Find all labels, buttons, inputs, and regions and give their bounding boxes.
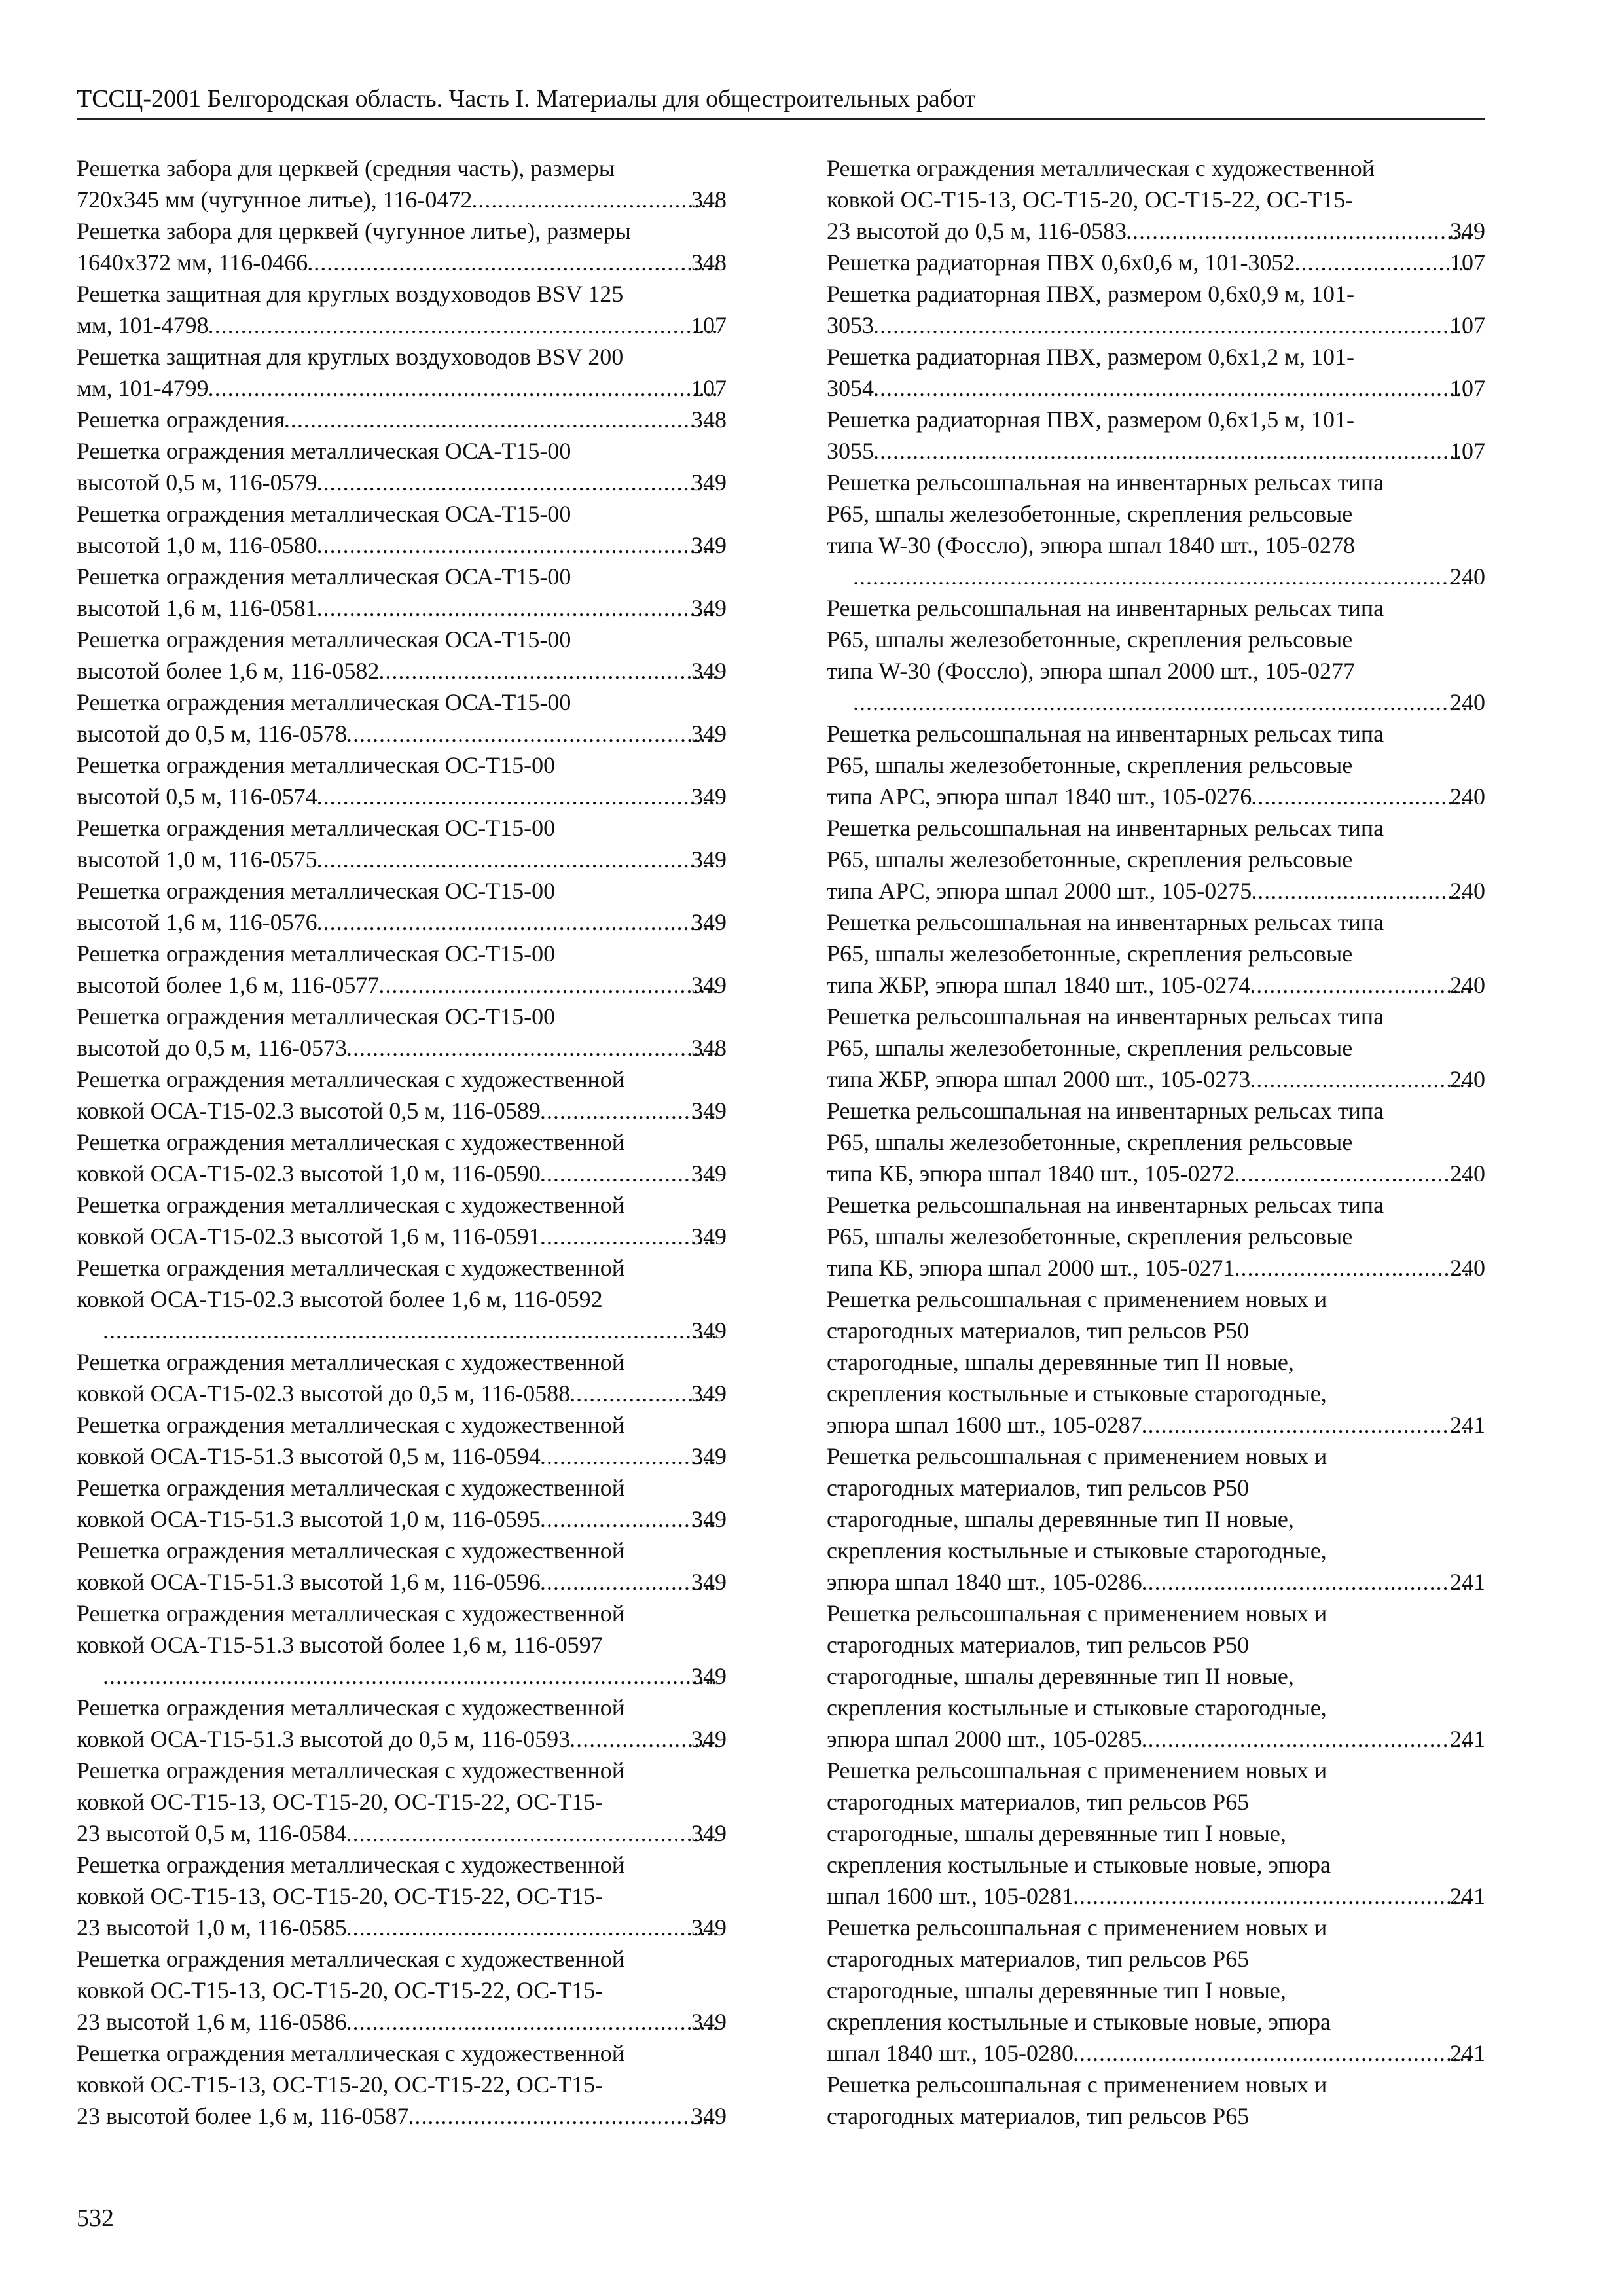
dot-leader	[1142, 1723, 1470, 1755]
index-entry-text: высотой 0,5 м, 116-0579	[77, 469, 317, 495]
index-entry-text: 720х345 мм (чугунное литье), 116-0472	[77, 187, 473, 213]
index-page-ref: 349	[691, 1820, 727, 1846]
index-entry-text: Решетка ограждения металлическая ОСА-Т15-00	[77, 564, 571, 590]
dot-leader	[1127, 215, 1470, 247]
index-entry-text: типа АРС, эпюра шпал 1840 шт., 105-0276	[827, 783, 1252, 810]
index-entry-text: Решетка ограждения металлическая ОСА-Т15-00	[77, 689, 571, 715]
index-page-ref: 107	[1450, 438, 1485, 464]
index-entry	[827, 906, 1485, 1001]
index-page-ref: 349	[691, 1663, 727, 1689]
dot-leader	[1250, 969, 1470, 1001]
index-entry-text: высотой 1,0 м, 116-0580	[77, 532, 317, 558]
index-page-ref: 349	[691, 1223, 727, 1249]
index-entry-text: Решетка радиаторная ПВХ 0,6х0,6 м, 101-3052	[827, 249, 1295, 276]
dot-leader	[1235, 1158, 1471, 1189]
index-entry-text: Решетка защитная для круглых воздуховодов BSV 200	[77, 344, 624, 370]
index-entry-text: высотой до 0,5 м, 116-0578	[77, 721, 347, 747]
index-entry-text: Решетка рельсошпальная с применением новых и	[827, 1914, 1327, 1941]
index-page-ref: 349	[691, 1318, 727, 1344]
index-entry	[77, 278, 727, 341]
index-entry-text: типа КБ, эпюра шпал 2000 шт., 105-0271	[827, 1255, 1235, 1281]
index-entry-text: мм, 101-4799	[77, 375, 209, 401]
index-page-ref: 107	[1450, 312, 1485, 338]
index-entry-text: Решетка рельсошпальная на инвентарных рельсах типа	[827, 1098, 1384, 1124]
dot-leader	[379, 655, 718, 687]
index-entry-text: Р65, шпалы железобетонные, скрепления рельсовые	[827, 501, 1353, 527]
index-entry	[827, 404, 1485, 467]
dot-leader	[103, 1315, 718, 1346]
dot-leader	[1295, 247, 1470, 278]
index-entry	[827, 718, 1485, 812]
index-page-ref: 348	[691, 249, 727, 276]
index-entry	[827, 1001, 1485, 1095]
index-entry-text: ковкой ОС-Т15-13, ОС-Т15-20, ОС-Т15-22, ОС-Т15-	[77, 2072, 604, 2098]
index-entry-text: типа W-30 (Фоссло), эпюра шпал 1840 шт., 105-0278	[827, 532, 1356, 558]
index-entry-text: ковкой ОСА-Т15-51.3 высотой до 0,5 м, 116-0593	[77, 1726, 571, 1752]
index-entry	[77, 624, 727, 687]
index-entry-text: Решетка забора для церквей (средняя часть), размеры	[77, 155, 615, 181]
index-entry-text: эпюра шпал 1840 шт., 105-0286	[827, 1569, 1142, 1595]
index-entry	[77, 1535, 727, 1598]
index-entry-text: высотой 1,6 м, 116-0576	[77, 909, 317, 935]
index-entry-text: шпал 1840 шт., 105-0280	[827, 2040, 1074, 2066]
index-entry	[77, 1849, 727, 1943]
index-entry-text: Решетка радиаторная ПВХ, размером 0,6х0,9 м, 101-	[827, 281, 1354, 307]
index-entry-text: 23 высотой 0,5 м, 116-0584	[77, 1820, 347, 1846]
index-entry	[77, 812, 727, 875]
dot-leader	[317, 844, 718, 875]
index-entry	[827, 467, 1485, 592]
index-entry	[77, 1692, 727, 1755]
dot-leader	[874, 435, 1470, 467]
index-entry-text: типа АРС, эпюра шпал 2000 шт., 105-0275	[827, 878, 1252, 904]
index-entry-text: Решетка ограждения металлическая с художественной	[77, 1066, 625, 1092]
index-page-ref: 240	[1450, 1255, 1485, 1281]
index-entry-text: Р65, шпалы железобетонные, скрепления рельсовые	[827, 626, 1353, 653]
dot-leader	[1074, 2037, 1470, 2069]
dot-leader	[1235, 1252, 1471, 1283]
index-entry-text: типа ЖБР, эпюра шпал 2000 шт., 105-0273	[827, 1066, 1251, 1092]
dot-leader	[347, 1912, 718, 1943]
index-entry-text: Решетка радиаторная ПВХ, размером 0,6х1,2 м, 101-	[827, 344, 1354, 370]
index-entry-text: Решетка рельсошпальная на инвентарных рельсах типа	[827, 909, 1384, 935]
running-header: ТССЦ-2001 Белгородская область. Часть I. Материалы для общестроительных работ	[77, 85, 976, 113]
index-entry-text: Решетка ограждения металлическая с художественной	[77, 1475, 625, 1501]
index-entry	[77, 1943, 727, 2037]
index-entry	[77, 1064, 727, 1126]
index-page-ref: 240	[1450, 1160, 1485, 1187]
dot-leader	[1252, 875, 1470, 906]
index-entry	[77, 1189, 727, 1252]
index-page-ref: 240	[1450, 878, 1485, 904]
index-entry	[77, 561, 727, 624]
index-entry-text: Решетка рельсошпальная с применением новых и	[827, 1286, 1327, 1312]
index-entry-text: шпал 1600 шт., 105-0281	[827, 1883, 1074, 1909]
index-entry	[827, 1283, 1485, 1441]
index-entry	[827, 1912, 1485, 2069]
index-entry-text: типа ЖБР, эпюра шпал 1840 шт., 105-0274	[827, 972, 1251, 998]
index-page-ref: 349	[691, 1380, 727, 1407]
dot-leader	[308, 247, 718, 278]
index-page-ref: 349	[691, 721, 727, 747]
index-page-ref: 349	[691, 532, 727, 558]
index-page-ref: 349	[691, 1726, 727, 1752]
index-page-ref: 349	[691, 1569, 727, 1595]
dot-leader	[874, 372, 1470, 404]
index-entry-text: 23 высотой 1,0 м, 116-0585	[77, 1914, 347, 1941]
index-entry-text: Решетка ограждения металлическая с художественной	[77, 1695, 625, 1721]
index-entry-text: высотой более 1,6 м, 116-0577	[77, 972, 380, 998]
index-entry-text: Решетка защитная для круглых воздуховодов BSV 125	[77, 281, 624, 307]
index-entry-text: ковкой ОС-Т15-13, ОС-Т15-20, ОС-Т15-22, ОС-Т15-	[77, 1789, 604, 1815]
index-entry-text: ковкой ОСА-Т15-51.3 высотой 0,5 м, 116-0594	[77, 1443, 541, 1469]
index-entry-text: высотой более 1,6 м, 116-0582	[77, 658, 380, 684]
index-page-ref: 348	[691, 187, 727, 213]
index-entry-text: Р65, шпалы железобетонные, скрепления рельсовые	[827, 941, 1353, 967]
index-entry-text: старогодных материалов, тип рельсов Р50	[827, 1318, 1250, 1344]
index-entry	[77, 404, 727, 435]
index-entry-text: Решетка ограждения металлическая ОС-Т15-00	[77, 1003, 556, 1030]
index-entry-text: 3054	[827, 375, 874, 401]
index-entry	[77, 341, 727, 404]
dot-leader	[209, 372, 718, 404]
index-page-ref: 107	[1450, 249, 1485, 276]
index-entry-text: Решетка ограждения металлическая с художественной	[77, 1192, 625, 1218]
dot-leader	[103, 1660, 718, 1692]
index-page-ref: 349	[691, 783, 727, 810]
index-entry	[77, 749, 727, 812]
index-page-ref: 349	[691, 658, 727, 684]
index-entry-text: ковкой ОСА-Т15-02.3 высотой до 0,5 м, 116-0588	[77, 1380, 571, 1407]
index-entry-text: мм, 101-4798	[77, 312, 209, 338]
index-page-ref: 349	[1450, 218, 1485, 244]
index-entry-text: Решетка забора для церквей (чугунное литье), размеры	[77, 218, 631, 244]
index-entry-text: 23 высотой до 0,5 м, 116-0583	[827, 218, 1127, 244]
dot-leader	[1250, 1064, 1470, 1095]
index-entry	[827, 1598, 1485, 1755]
index-entry-text: высотой 1,0 м, 116-0575	[77, 846, 317, 872]
index-entry	[77, 1252, 727, 1346]
index-entry-text: эпюра шпал 1600 шт., 105-0287	[827, 1412, 1142, 1438]
index-entry-text: старогодные, шпалы деревянные тип II новые,	[827, 1349, 1294, 1375]
index-entry-text: Решетка ограждения металлическая с художественной	[77, 1946, 625, 1972]
index-entry	[827, 1441, 1485, 1598]
index-page-ref: 349	[691, 1098, 727, 1124]
index-entry-text: Решетка рельсошпальная с применением новых и	[827, 1600, 1327, 1626]
index-entry-text: старогодных материалов, тип рельсов Р50	[827, 1475, 1250, 1501]
index-column-right	[827, 152, 1485, 2132]
index-entry	[77, 2037, 727, 2132]
index-entry-text: высотой 1,6 м, 116-0581	[77, 595, 317, 621]
index-page-ref: 349	[691, 1506, 727, 1532]
dot-leader	[1252, 781, 1470, 812]
index-entry-text: старогодных материалов, тип рельсов Р65	[827, 1789, 1250, 1815]
index-entry-text: 23 высотой 1,6 м, 116-0586	[77, 2009, 347, 2035]
index-entry-text: Решетка ограждения металлическая ОСА-Т15-00	[77, 501, 571, 527]
index-page-ref: 349	[691, 1443, 727, 1469]
index-entry-text: Решетка ограждения металлическая с художественной	[77, 1412, 625, 1438]
index-page-ref: 241	[1450, 1883, 1485, 1909]
index-entry-text: Решетка ограждения металлическая ОСА-Т15-00	[77, 626, 571, 653]
index-entry	[77, 1409, 727, 1472]
index-page-ref: 349	[691, 2009, 727, 2035]
index-entry	[827, 2069, 1485, 2132]
index-entry-text: ковкой ОСА-Т15-02.3 высотой 1,6 м, 116-0591	[77, 1223, 541, 1249]
index-entry-text: Р65, шпалы железобетонные, скрепления рельсовые	[827, 846, 1353, 872]
index-entry-text: Решетка рельсошпальная на инвентарных рельсах типа	[827, 1192, 1384, 1218]
index-entry-text: старогодных материалов, тип рельсов Р50	[827, 1632, 1250, 1658]
index-entry-text: Решетка рельсошпальная на инвентарных рельсах типа	[827, 815, 1384, 841]
index-entry	[827, 1755, 1485, 1912]
index-page-ref: 349	[691, 846, 727, 872]
index-entry-text: старогодные, шпалы деревянные тип II новые,	[827, 1663, 1294, 1689]
dot-leader	[285, 404, 718, 435]
dot-leader	[347, 2006, 718, 2037]
dot-leader	[347, 1818, 718, 1849]
dot-leader	[317, 529, 718, 561]
index-page-ref: 107	[691, 312, 727, 338]
index-entry-text: 1640х372 мм, 116-0466	[77, 249, 308, 276]
index-entry-text: Р65, шпалы железобетонные, скрепления рельсовые	[827, 1129, 1353, 1155]
index-page-ref: 348	[691, 406, 727, 433]
index-entry-text: ковкой ОСА-Т15-51.3 высотой более 1,6 м, 116-0597	[77, 1632, 603, 1658]
index-column-left	[77, 152, 727, 2132]
dot-leader	[317, 781, 718, 812]
dot-leader	[472, 184, 718, 215]
index-page-ref: 349	[691, 1914, 727, 1941]
index-entry-text: ковкой ОС-Т15-13, ОС-Т15-20, ОС-Т15-22, ОС-Т15-	[77, 1977, 604, 2003]
index-entry	[827, 152, 1485, 247]
index-entry-text: Решетка ограждения	[77, 406, 285, 433]
dot-leader	[379, 969, 718, 1001]
index-entry-text: Р65, шпалы железобетонные, скрепления рельсовые	[827, 1035, 1353, 1061]
index-entry	[827, 1095, 1485, 1189]
index-page-ref: 348	[691, 1035, 727, 1061]
dot-leader	[854, 687, 1470, 718]
index-entry	[827, 247, 1485, 278]
index-page-ref: 349	[691, 595, 727, 621]
index-page-ref: 241	[1450, 1726, 1485, 1752]
index-entry	[77, 875, 727, 938]
index-page-ref: 240	[1450, 689, 1485, 715]
index-page-ref: 107	[1450, 375, 1485, 401]
index-entry	[77, 1001, 727, 1064]
index-entry-text: скрепления костыльные и стыковые новые, эпюра	[827, 1852, 1331, 1878]
index-entry	[77, 1472, 727, 1535]
index-entry-text: эпюра шпал 2000 шт., 105-0285	[827, 1726, 1142, 1752]
index-entry-text: скрепления костыльные и стыковые новые, эпюра	[827, 2009, 1331, 2035]
index-page-ref: 240	[1450, 972, 1485, 998]
index-entry-text: Решетка рельсошпальная на инвентарных рельсах типа	[827, 1003, 1384, 1030]
index-entry-text: Решетка рельсошпальная на инвентарных рельсах типа	[827, 595, 1384, 621]
index-entry-text: старогодные, шпалы деревянные тип I новые,	[827, 1977, 1286, 2003]
index-entry	[77, 1598, 727, 1692]
index-entry-text: 3053	[827, 312, 874, 338]
index-entry-text: Решетка ограждения металлическая с художественной	[77, 1852, 625, 1878]
dot-leader	[408, 2100, 718, 2132]
index-entry	[77, 498, 727, 561]
index-entry-text: Р65, шпалы железобетонные, скрепления рельсовые	[827, 752, 1353, 778]
index-page-ref: 349	[691, 2103, 727, 2129]
index-page-ref: 349	[691, 1160, 727, 1187]
index-entry-text: ковкой ОСА-Т15-02.3 высотой 1,0 м, 116-0590	[77, 1160, 541, 1187]
index-entry-text: 3055	[827, 438, 874, 464]
dot-leader	[347, 718, 718, 749]
index-entry	[827, 278, 1485, 341]
index-page-ref: 241	[1450, 1569, 1485, 1595]
index-entry-text: ковкой ОС-Т15-13, ОС-Т15-20, ОС-Т15-22, ОС-Т15-	[827, 187, 1354, 213]
index-entry-text: Решетка рельсошпальная с применением новых и	[827, 2072, 1327, 2098]
index-entry-text: высотой до 0,5 м, 116-0573	[77, 1035, 347, 1061]
index-page-ref: 240	[1450, 783, 1485, 810]
index-page-ref: 349	[691, 909, 727, 935]
dot-leader	[1142, 1566, 1470, 1598]
header-rule	[77, 118, 1485, 120]
index-entry-text: Решетка ограждения металлическая с художественной	[77, 1129, 625, 1155]
index-page-ref: 240	[1450, 564, 1485, 590]
index-entry-text: скрепления костыльные и стыковые старогодные,	[827, 1380, 1327, 1407]
index-entry-text: Решетка ограждения металлическая с художественной	[77, 1255, 625, 1281]
index-entry	[77, 938, 727, 1001]
index-entry	[827, 341, 1485, 404]
index-entry-text: Решетка ограждения металлическая с художественной	[77, 1537, 625, 1564]
index-entry	[827, 812, 1485, 906]
index-entry-text: Решетка радиаторная ПВХ, размером 0,6х1,5 м, 101-	[827, 406, 1354, 433]
index-entry-text: ковкой ОСА-Т15-02.3 высотой 0,5 м, 116-0589	[77, 1098, 541, 1124]
index-entry-text: Решетка ограждения металлическая с художественной	[77, 1349, 625, 1375]
index-entry-text: 23 высотой более 1,6 м, 116-0587	[77, 2103, 409, 2129]
index-entry-text: Решетка ограждения металлическая с художественной	[827, 155, 1375, 181]
dot-leader	[317, 592, 718, 624]
index-entry-text: Решетка ограждения металлическая ОС-Т15-00	[77, 815, 556, 841]
index-entry-text: ковкой ОСА-Т15-51.3 высотой 1,6 м, 116-0596	[77, 1569, 541, 1595]
index-entry	[77, 1126, 727, 1189]
dot-leader	[854, 561, 1470, 592]
index-entry	[77, 215, 727, 278]
index-page-ref: 240	[1450, 1066, 1485, 1092]
dot-leader	[1142, 1409, 1470, 1441]
index-entry-text: ковкой ОСА-Т15-02.3 высотой более 1,6 м, 116-0592	[77, 1286, 603, 1312]
index-entry-text: Решетка ограждения металлическая ОСА-Т15-00	[77, 438, 571, 464]
index-entry-text: ковкой ОС-Т15-13, ОС-Т15-20, ОС-Т15-22, ОС-Т15-	[77, 1883, 604, 1909]
index-entry	[77, 152, 727, 215]
dot-leader	[317, 467, 718, 498]
index-entry	[827, 1189, 1485, 1283]
index-page-ref: 349	[691, 972, 727, 998]
index-page-ref: 241	[1450, 1412, 1485, 1438]
dot-leader	[874, 310, 1470, 341]
index-entry-text: Р65, шпалы железобетонные, скрепления рельсовые	[827, 1223, 1353, 1249]
dot-leader	[1074, 1880, 1470, 1912]
index-page-ref: 349	[691, 469, 727, 495]
index-entry-text: Решетка ограждения металлическая с художественной	[77, 1757, 625, 1784]
index-entry-text: ковкой ОСА-Т15-51.3 высотой 1,0 м, 116-0595	[77, 1506, 541, 1532]
index-entry	[77, 1346, 727, 1409]
page-number: 532	[77, 2204, 114, 2232]
dot-leader	[317, 906, 718, 938]
index-entry-text: Решетка рельсошпальная с применением новых и	[827, 1443, 1327, 1469]
index-entry-text: Решетка рельсошпальная на инвентарных рельсах типа	[827, 469, 1384, 495]
index-entry-text: Решетка рельсошпальная с применением новых и	[827, 1757, 1327, 1784]
index-entry-text: типа W-30 (Фоссло), эпюра шпал 2000 шт., 105-0277	[827, 658, 1356, 684]
index-entry-text: типа КБ, эпюра шпал 1840 шт., 105-0272	[827, 1160, 1235, 1187]
index-entry	[77, 687, 727, 749]
index-entry-text: Решетка ограждения металлическая ОС-Т15-00	[77, 941, 556, 967]
index-entry-text: Решетка ограждения металлическая с художественной	[77, 2040, 625, 2066]
index-entry-text: Решетка рельсошпальная на инвентарных рельсах типа	[827, 721, 1384, 747]
index-entry	[77, 435, 727, 498]
index-entry-text: старогодных материалов, тип рельсов Р65	[827, 1946, 1250, 1972]
index-entry-text: скрепления костыльные и стыковые старогодные,	[827, 1537, 1327, 1564]
dot-leader	[209, 310, 718, 341]
index-entry-text: Решетка ограждения металлическая с художественной	[77, 1600, 625, 1626]
index-page-ref: 241	[1450, 2040, 1485, 2066]
index-entry-text: высотой 0,5 м, 116-0574	[77, 783, 317, 810]
index-page-ref: 107	[691, 375, 727, 401]
index-entry-text: Решетка ограждения металлическая ОС-Т15-00	[77, 752, 556, 778]
dot-leader	[347, 1032, 718, 1064]
index-entry-text: старогодные, шпалы деревянные тип II новые,	[827, 1506, 1294, 1532]
index-entry-text: Решетка ограждения металлическая ОС-Т15-00	[77, 878, 556, 904]
index-entry-text: старогодные, шпалы деревянные тип I новые,	[827, 1820, 1286, 1846]
index-entry	[827, 592, 1485, 718]
index-entry-text: старогодных материалов, тип рельсов Р65	[827, 2103, 1250, 2129]
index-entry-text: скрепления костыльные и стыковые старогодные,	[827, 1695, 1327, 1721]
index-entry	[77, 1755, 727, 1849]
